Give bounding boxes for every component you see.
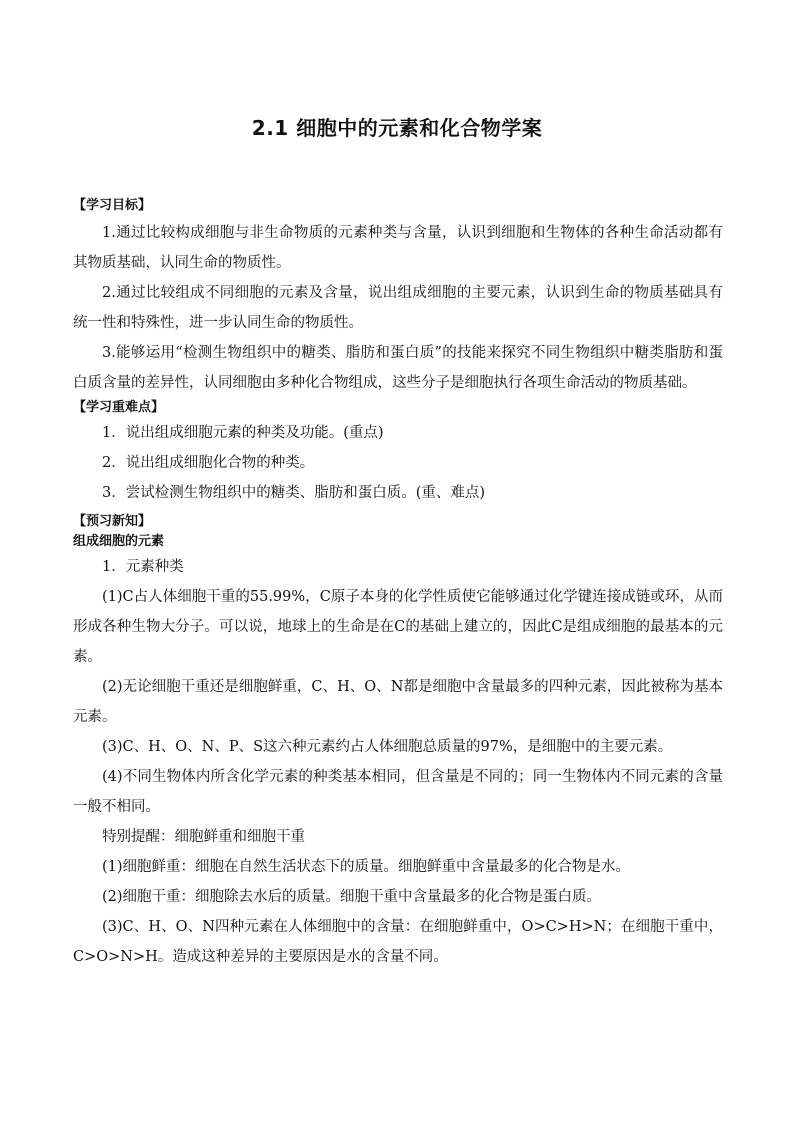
key-points-heading: 【学习重难点】 (73, 400, 165, 415)
objectives-heading: 【学习目标】 (73, 198, 152, 213)
preview-subheading: 组成细胞的元素 (73, 534, 165, 549)
document-body (73, 196, 723, 972)
key-point-item-3: 3．尝试检测生物组织中的糖类、脂肪和蛋白质。(重、难点) (102, 485, 486, 501)
objective-item-2: 2.通过比较组成不同细胞的元素及含量，说出组成细胞的主要元素，认识到生命的物质基础具有统一性和特殊性，进一步认同生命的物质性。 (73, 285, 723, 331)
reminder-item-3: (3)C、H、O、N四种元素在人体细胞中的含量：在细胞鲜重中，O>C>H>N；在细胞干重中，C>O>N>H。造成这种差异的主要原因是水的含量不同。 (73, 919, 723, 965)
document-title: 2.1 细胞中的元素和化合物学案 (251, 116, 543, 140)
element-paragraph-2: (2)无论细胞干重还是细胞鲜重，C、H、O、N都是细胞中含量最多的四种元素，因此被称为基本元素。 (73, 679, 723, 725)
objective-item-3: 3.能够运用“检测生物组织中的糖类、脂肪和蛋白质”的技能来探究不同生物组织中糖类脂肪和蛋白质含量的差异性，认同细胞由多种化合物组成，这些分子是细胞执行各项生命活动的物质基础。 (73, 345, 723, 391)
section-title: 1．元素种类 (102, 559, 184, 575)
reminder-item-1: (1)细胞鲜重：细胞在自然生活状态下的质量。细胞鲜重中含量最多的化合物是水。 (102, 859, 631, 875)
objective-item-1: 1.通过比较构成细胞与非生命物质的元素种类与含量，认识到细胞和生物体的各种生命活动都有其物质基础，认同生命的物质性。 (73, 225, 723, 271)
element-paragraph-1: (1)C占人体细胞干重的55.99%，C原子本身的化学性质使它能够通过化学键连接成链或环，从而形成各种生物大分子。可以说，地球上的生命是在C的基础上建立的，因此C是组成细胞的最基本的元素。 (73, 589, 723, 665)
element-paragraph-3: (3)C、H、O、N、P、S这六种元素约占人体细胞总质量的97%，是细胞中的主要元素。 (102, 739, 673, 755)
reminder-title: 特别提醒：细胞鲜重和细胞干重 (102, 829, 305, 845)
key-point-item-1: 1．说出组成细胞元素的种类及功能。(重点) (102, 425, 384, 441)
reminder-item-2: (2)细胞干重：细胞除去水后的质量。细胞干重中含量最多的化合物是蛋白质。 (102, 889, 602, 905)
preview-heading: 【预习新知】 (73, 514, 152, 529)
key-point-item-2: 2．说出组成细胞化合物的种类。 (102, 455, 315, 471)
element-paragraph-4: (4)不同生物体内所含化学元素的种类基本相同，但含量是不同的；同一生物体内不同元素的含量一般不相同。 (73, 769, 723, 815)
